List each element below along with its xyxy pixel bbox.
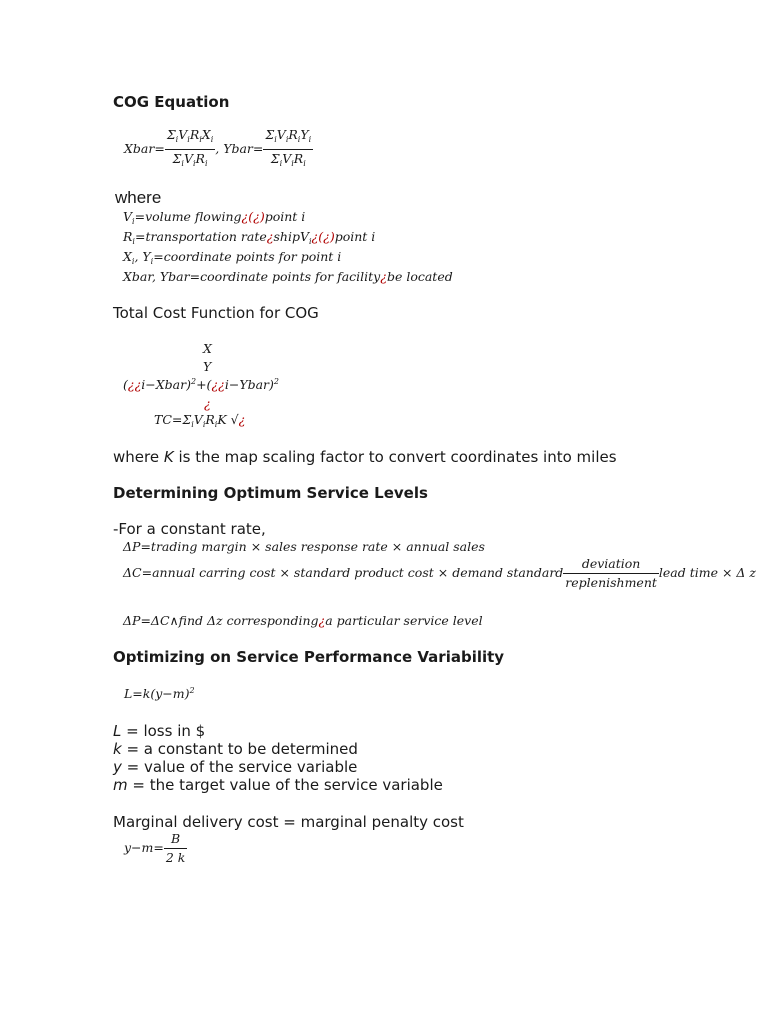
tc-formula: $TC=\Sigma_iV_iR_iK$ √¿: [154, 412, 246, 429]
service-level-condition: ΔP=ΔC∧find Δz corresponding¿a particular service level: [123, 613, 483, 628]
loss-function: $L=k(y-m)^2$: [124, 686, 195, 701]
tc-red-glyph: ¿: [204, 396, 211, 411]
optimal-deviation-formula: y−m= $\frac{B}{2 k}$: [124, 831, 186, 865]
delta-p-formula: ΔP=trading margin × sales response rate × annual sales: [123, 539, 485, 554]
total-cost-title: Total Cost Function for COG: [113, 304, 319, 322]
tc-note: where K is the map scaling factor to convert coordinates into miles: [113, 448, 617, 466]
definition-r: $R_i=transportation$ rate¿shipV$_i$¿(¿)point i: [123, 229, 376, 246]
cog-equation-heading: COG Equation: [113, 93, 230, 111]
definition-v: $V_i=volume$ flowing¿(¿)point i: [123, 209, 306, 226]
y-definition: y = value of the service variable: [113, 758, 358, 776]
tc-x-label: X: [203, 341, 212, 356]
tc-y-label: Y: [203, 359, 212, 374]
loss-definition: L = loss in $: [113, 722, 206, 740]
definition-xy: $X_i$, $Y_i=coordinate$ points for point i: [123, 249, 342, 266]
definition-bar: Xbar, Ybar=coordinate points for facility¿be located: [123, 269, 453, 284]
delta-c-formula: ΔC=annual carring cost × standard product cost × demand standard $\frac{\text{deviation}}{\text{replenishment}}$ lead time × Δ z: [123, 556, 757, 590]
where-label: where: [115, 188, 162, 207]
marginal-cost-statement: Marginal delivery cost = marginal penalty cost: [113, 813, 464, 831]
cog-formula: Xbar= $\frac{\Sigma_iV_iR_iX_i}{\Sigma_iV_iR_i}$ , Ybar= $\frac{\Sigma_iV_iR_iY_i}{\Sigma_iV_iR_i}$: [124, 127, 312, 168]
tc-squared-terms: (¿¿i−Xbar)$^2$+(¿¿i−Ybar)$^2$: [123, 377, 279, 392]
red-glyph: ¿(¿): [241, 209, 265, 224]
k-definition: k = a constant to be determined: [113, 740, 358, 758]
m-definition: m = the target value of the service variable: [113, 776, 443, 794]
constant-rate-intro: -For a constant rate,: [113, 520, 266, 538]
service-levels-heading: Determining Optimum Service Levels: [113, 484, 428, 502]
variability-heading: Optimizing on Service Performance Variability: [113, 648, 505, 666]
